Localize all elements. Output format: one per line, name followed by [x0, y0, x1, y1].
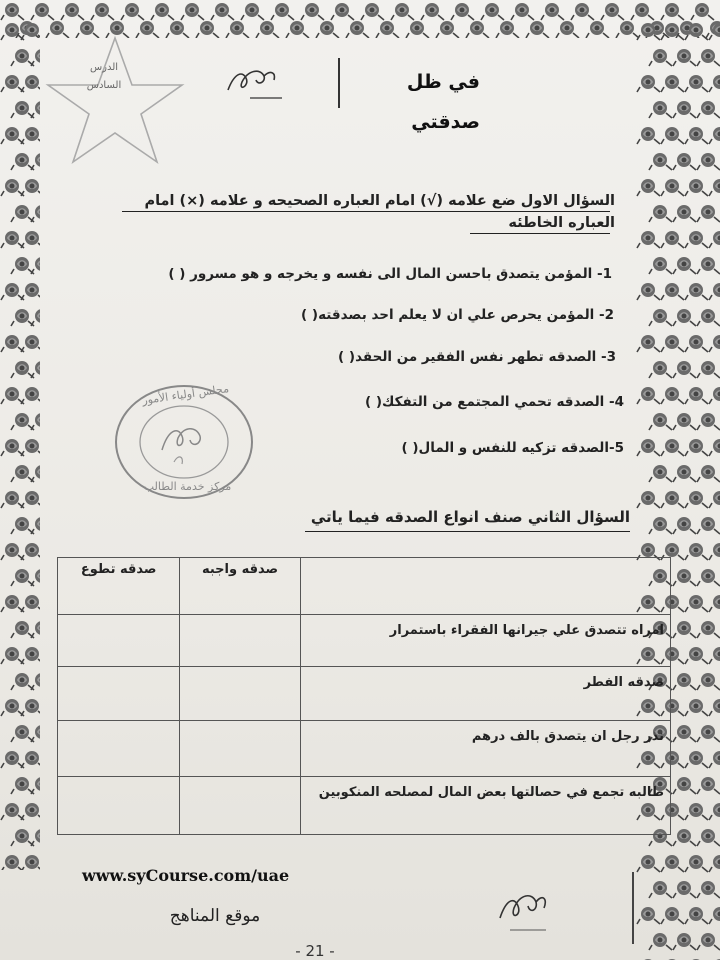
- rose-ornament-icon: [555, 18, 581, 38]
- rose-ornament-icon: [672, 670, 698, 692]
- rose-ornament-icon: [672, 202, 698, 224]
- rose-ornament-icon: [708, 540, 720, 562]
- page-number: - 21 -: [295, 942, 335, 960]
- rose-ornament-icon: [696, 670, 720, 692]
- statement-4: 4- الصدقه تحمي المجتمع من التفكك( ): [365, 394, 624, 410]
- rose-ornament-icon: [20, 436, 40, 458]
- rose-ornament-icon: [330, 36, 356, 38]
- rose-ornament-icon: [20, 488, 40, 510]
- rose-ornament-icon: [660, 904, 686, 926]
- row-item: نذر رجل ان يتصدق بالف درهم: [300, 721, 670, 777]
- rose-ornament-icon: [210, 36, 236, 38]
- rose-ornament-icon: [30, 722, 40, 744]
- rose-ornament-icon: [660, 852, 686, 874]
- rose-ornament-icon: [20, 748, 40, 770]
- rose-ornament-icon: [672, 774, 698, 796]
- rose-ornament-icon: [708, 956, 720, 960]
- rose-ornament-icon: [270, 36, 296, 38]
- answer-cell-voluntary[interactable]: [58, 667, 180, 721]
- rose-ornament-icon: [300, 36, 326, 38]
- table-header-row: [58, 558, 671, 615]
- rose-ornament-icon: [672, 566, 698, 588]
- rose-ornament-icon: [708, 176, 720, 198]
- rose-ornament-icon: [684, 800, 710, 822]
- rose-ornament-icon: [696, 878, 720, 900]
- rose-ornament-icon: [684, 280, 710, 302]
- rose-ornament-icon: [20, 72, 40, 94]
- rose-ornament-icon: [684, 436, 710, 458]
- rose-ornament-icon: [30, 670, 40, 692]
- rose-ornament-icon: [20, 228, 40, 250]
- rose-ornament-icon: [672, 462, 698, 484]
- rose-ornament-icon: [648, 930, 674, 952]
- rose-ornament-icon: [30, 618, 40, 640]
- rose-ornament-icon: [708, 228, 720, 250]
- answer-cell-voluntary[interactable]: [58, 615, 180, 667]
- page-title: في ظل صدقتي: [406, 71, 480, 133]
- rose-border-left: [0, 20, 40, 870]
- rose-ornament-icon: [636, 176, 662, 198]
- rose-ornament-icon: [240, 36, 266, 38]
- rose-ornament-icon: [660, 488, 686, 510]
- rose-ornament-icon: [30, 150, 40, 172]
- question1-underline: [122, 211, 610, 212]
- rose-ornament-icon: [30, 462, 40, 484]
- rose-ornament-icon: [30, 358, 40, 380]
- row-item: صدقه الفطر: [300, 667, 670, 721]
- answer-cell-voluntary[interactable]: [58, 721, 180, 777]
- rose-ornament-icon: [672, 722, 698, 744]
- signature-icon: [220, 60, 290, 104]
- rose-ornament-icon: [672, 826, 698, 848]
- statement-2: 2- المؤمن يحرص علي ان لا يعلم احد بصدقته( ): [301, 307, 614, 323]
- rose-ornament-icon: [20, 540, 40, 562]
- rose-ornament-icon: [708, 72, 720, 94]
- header-cell-voluntary: صدقه تطوع: [58, 558, 180, 615]
- rose-ornament-icon: [684, 124, 710, 146]
- rose-ornament-icon: [684, 384, 710, 406]
- rose-ornament-icon: [636, 384, 662, 406]
- question1-underline-2: [470, 233, 610, 234]
- rose-ornament-icon: [684, 176, 710, 198]
- rose-ornament-icon: [696, 462, 720, 484]
- rose-ornament-icon: [20, 20, 40, 42]
- rose-ornament-icon: [660, 332, 686, 354]
- lesson-label: الدرس: [89, 62, 119, 73]
- rose-ornament-icon: [696, 618, 720, 640]
- rose-ornament-icon: [30, 254, 40, 276]
- rose-ornament-icon: [672, 254, 698, 276]
- rose-ornament-icon: [696, 774, 720, 796]
- rose-ornament-icon: [660, 20, 686, 42]
- rose-ornament-icon: [375, 18, 401, 38]
- rose-ornament-icon: [684, 72, 710, 94]
- rose-ornament-icon: [255, 18, 281, 38]
- lesson-number: السادس: [86, 80, 122, 91]
- statement-5: 5-الصدقه تزكيه للنفس و المال( ): [401, 440, 624, 456]
- rose-ornament-icon: [684, 592, 710, 614]
- rose-ornament-icon: [672, 618, 698, 640]
- rose-ornament-icon: [708, 904, 720, 926]
- rose-ornament-icon: [708, 332, 720, 354]
- rose-ornament-icon: [696, 930, 720, 952]
- classification-table: [57, 557, 671, 835]
- rose-ornament-icon: [684, 904, 710, 926]
- table-row: [58, 615, 671, 667]
- rose-ornament-icon: [20, 332, 40, 354]
- rose-ornament-icon: [648, 306, 674, 328]
- rose-ornament-icon: [684, 852, 710, 874]
- rose-ornament-icon: [636, 852, 662, 874]
- rose-ornament-icon: [672, 98, 698, 120]
- rose-ornament-icon: [360, 36, 386, 38]
- stamp-top-text: مجلس أولياء الأمور: [141, 381, 230, 408]
- rose-ornament-icon: [660, 72, 686, 94]
- question1-title: السؤال الاول ضع علامه (√) امام العباره الصحيحه و علامه (×) امام العباره الخاطئه: [144, 193, 615, 231]
- rose-ornament-icon: [708, 124, 720, 146]
- rose-ornament-icon: [648, 98, 674, 120]
- website-link[interactable]: www.syCourse.com/uae: [82, 866, 290, 885]
- rose-ornament-icon: [20, 852, 40, 870]
- row-item: طالبه تجمع في حصالتها بعض المال لمصلحه المنكوبين: [300, 777, 670, 835]
- rose-ornament-icon: [20, 644, 40, 666]
- rose-ornament-icon: [20, 384, 40, 406]
- table-row: [58, 721, 671, 777]
- row-item: امراه تتصدق علي جيرانها الفقراء باستمرار: [300, 615, 670, 667]
- rose-ornament-icon: [708, 696, 720, 718]
- answer-cell-obligatory[interactable]: [180, 615, 300, 667]
- rose-ornament-icon: [696, 722, 720, 744]
- rose-ornament-icon: [660, 384, 686, 406]
- rose-ornament-icon: [672, 150, 698, 172]
- rose-ornament-icon: [672, 306, 698, 328]
- rose-ornament-icon: [672, 410, 698, 432]
- rose-ornament-icon: [684, 540, 710, 562]
- rose-ornament-icon: [30, 774, 40, 796]
- rose-ornament-icon: [525, 18, 551, 38]
- rose-ornament-icon: [648, 514, 674, 536]
- answer-cell-obligatory[interactable]: [180, 777, 300, 835]
- rose-ornament-icon: [660, 436, 686, 458]
- rose-ornament-icon: [708, 280, 720, 302]
- rose-ornament-icon: [648, 462, 674, 484]
- rose-ornament-icon: [30, 306, 40, 328]
- rose-ornament-icon: [672, 930, 698, 952]
- rose-ornament-icon: [20, 124, 40, 146]
- rose-ornament-icon: [20, 800, 40, 822]
- footer-divider: [632, 872, 634, 944]
- rose-ornament-icon: [495, 18, 521, 38]
- rose-ornament-icon: [636, 332, 662, 354]
- rose-ornament-icon: [420, 36, 446, 38]
- rose-ornament-icon: [20, 592, 40, 614]
- star-badge-icon: [40, 30, 190, 180]
- statement-1: 1- المؤمن يتصدق باحسن المال الى نفسه و يخرجه و هو مسرور ( ): [168, 266, 612, 282]
- rose-ornament-icon: [648, 878, 674, 900]
- rose-ornament-icon: [636, 436, 662, 458]
- question2-title: السؤال الثاني صنف انواع الصدقه فيما ياتي: [310, 508, 630, 526]
- rose-ornament-icon: [636, 228, 662, 250]
- rose-ornament-icon: [684, 748, 710, 770]
- rose-ornament-icon: [195, 18, 221, 38]
- rose-ornament-icon: [696, 150, 720, 172]
- table-row: [58, 667, 671, 721]
- rose-ornament-icon: [648, 202, 674, 224]
- rose-ornament-icon: [30, 202, 40, 224]
- rose-ornament-icon: [570, 36, 596, 38]
- rose-ornament-icon: [465, 18, 491, 38]
- rose-ornament-icon: [636, 20, 662, 42]
- rose-ornament-icon: [600, 36, 626, 38]
- rose-ornament-icon: [708, 644, 720, 666]
- rose-ornament-icon: [708, 488, 720, 510]
- rose-ornament-icon: [684, 488, 710, 510]
- rose-ornament-icon: [672, 514, 698, 536]
- rose-ornament-icon: [648, 410, 674, 432]
- table-row: [58, 777, 671, 835]
- rose-ornament-icon: [684, 956, 710, 960]
- rose-ornament-icon: [540, 36, 566, 38]
- rose-ornament-icon: [390, 36, 416, 38]
- rose-ornament-icon: [636, 72, 662, 94]
- rose-ornament-icon: [672, 878, 698, 900]
- rose-ornament-icon: [20, 176, 40, 198]
- rose-ornament-icon: [684, 20, 710, 42]
- rose-ornament-icon: [696, 46, 720, 68]
- answer-cell-obligatory[interactable]: [180, 721, 300, 777]
- rose-ornament-icon: [315, 18, 341, 38]
- rose-ornament-icon: [30, 514, 40, 536]
- rose-ornament-icon: [30, 410, 40, 432]
- rose-ornament-icon: [696, 254, 720, 276]
- rose-ornament-icon: [345, 18, 371, 38]
- rose-ornament-icon: [660, 280, 686, 302]
- answer-cell-obligatory[interactable]: [180, 667, 300, 721]
- rose-ornament-icon: [708, 436, 720, 458]
- rose-ornament-icon: [285, 18, 311, 38]
- rose-ornament-icon: [660, 176, 686, 198]
- rose-ornament-icon: [708, 592, 720, 614]
- rose-ornament-icon: [30, 98, 40, 120]
- rose-ornament-icon: [660, 228, 686, 250]
- signature-icon: [490, 878, 560, 938]
- rose-ornament-icon: [636, 488, 662, 510]
- rose-ornament-icon: [585, 18, 611, 38]
- rose-ornament-icon: [696, 826, 720, 848]
- rose-ornament-icon: [648, 358, 674, 380]
- answer-cell-voluntary[interactable]: [58, 777, 180, 835]
- rose-ornament-icon: [708, 852, 720, 874]
- rose-ornament-icon: [30, 826, 40, 848]
- rose-ornament-icon: [648, 150, 674, 172]
- rose-ornament-icon: [660, 124, 686, 146]
- rose-ornament-icon: [696, 514, 720, 536]
- rose-ornament-icon: [20, 280, 40, 302]
- rose-ornament-icon: [708, 748, 720, 770]
- rose-ornament-icon: [696, 410, 720, 432]
- rose-ornament-icon: [648, 254, 674, 276]
- stamp-bottom-text: مركز خدمة الطالب: [143, 480, 232, 493]
- rose-ornament-icon: [684, 332, 710, 354]
- question2-underline: [305, 531, 630, 532]
- rose-ornament-icon: [648, 46, 674, 68]
- rose-ornament-icon: [672, 46, 698, 68]
- rose-ornament-icon: [696, 202, 720, 224]
- rose-ornament-icon: [684, 644, 710, 666]
- header-cell-item: [300, 558, 670, 615]
- rose-ornament-icon: [480, 36, 506, 38]
- rose-ornament-icon: [708, 384, 720, 406]
- rose-ornament-icon: [708, 800, 720, 822]
- statement-3: 3- الصدقه تطهر نفس الفقير من الحقد( ): [338, 349, 616, 365]
- rose-ornament-icon: [450, 36, 476, 38]
- rose-ornament-icon: [636, 956, 662, 960]
- rose-ornament-icon: [636, 280, 662, 302]
- rose-ornament-icon: [30, 46, 40, 68]
- rose-ornament-icon: [435, 18, 461, 38]
- rose-ornament-icon: [636, 904, 662, 926]
- rose-ornament-icon: [20, 696, 40, 718]
- rose-ornament-icon: [684, 228, 710, 250]
- site-name: موقع المناهج: [169, 906, 261, 926]
- rose-ornament-icon: [660, 956, 686, 960]
- rose-ornament-icon: [636, 124, 662, 146]
- rose-ornament-icon: [510, 36, 536, 38]
- header-cell-obligatory: صدقه واجبه: [180, 558, 300, 615]
- rose-ornament-icon: [30, 566, 40, 588]
- rose-ornament-icon: [708, 20, 720, 42]
- rose-ornament-icon: [696, 306, 720, 328]
- rose-ornament-icon: [405, 18, 431, 38]
- rose-ornament-icon: [696, 358, 720, 380]
- rose-ornament-icon: [696, 566, 720, 588]
- rose-ornament-icon: [672, 358, 698, 380]
- rose-ornament-icon: [696, 98, 720, 120]
- rose-ornament-icon: [225, 18, 251, 38]
- rose-ornament-icon: [684, 696, 710, 718]
